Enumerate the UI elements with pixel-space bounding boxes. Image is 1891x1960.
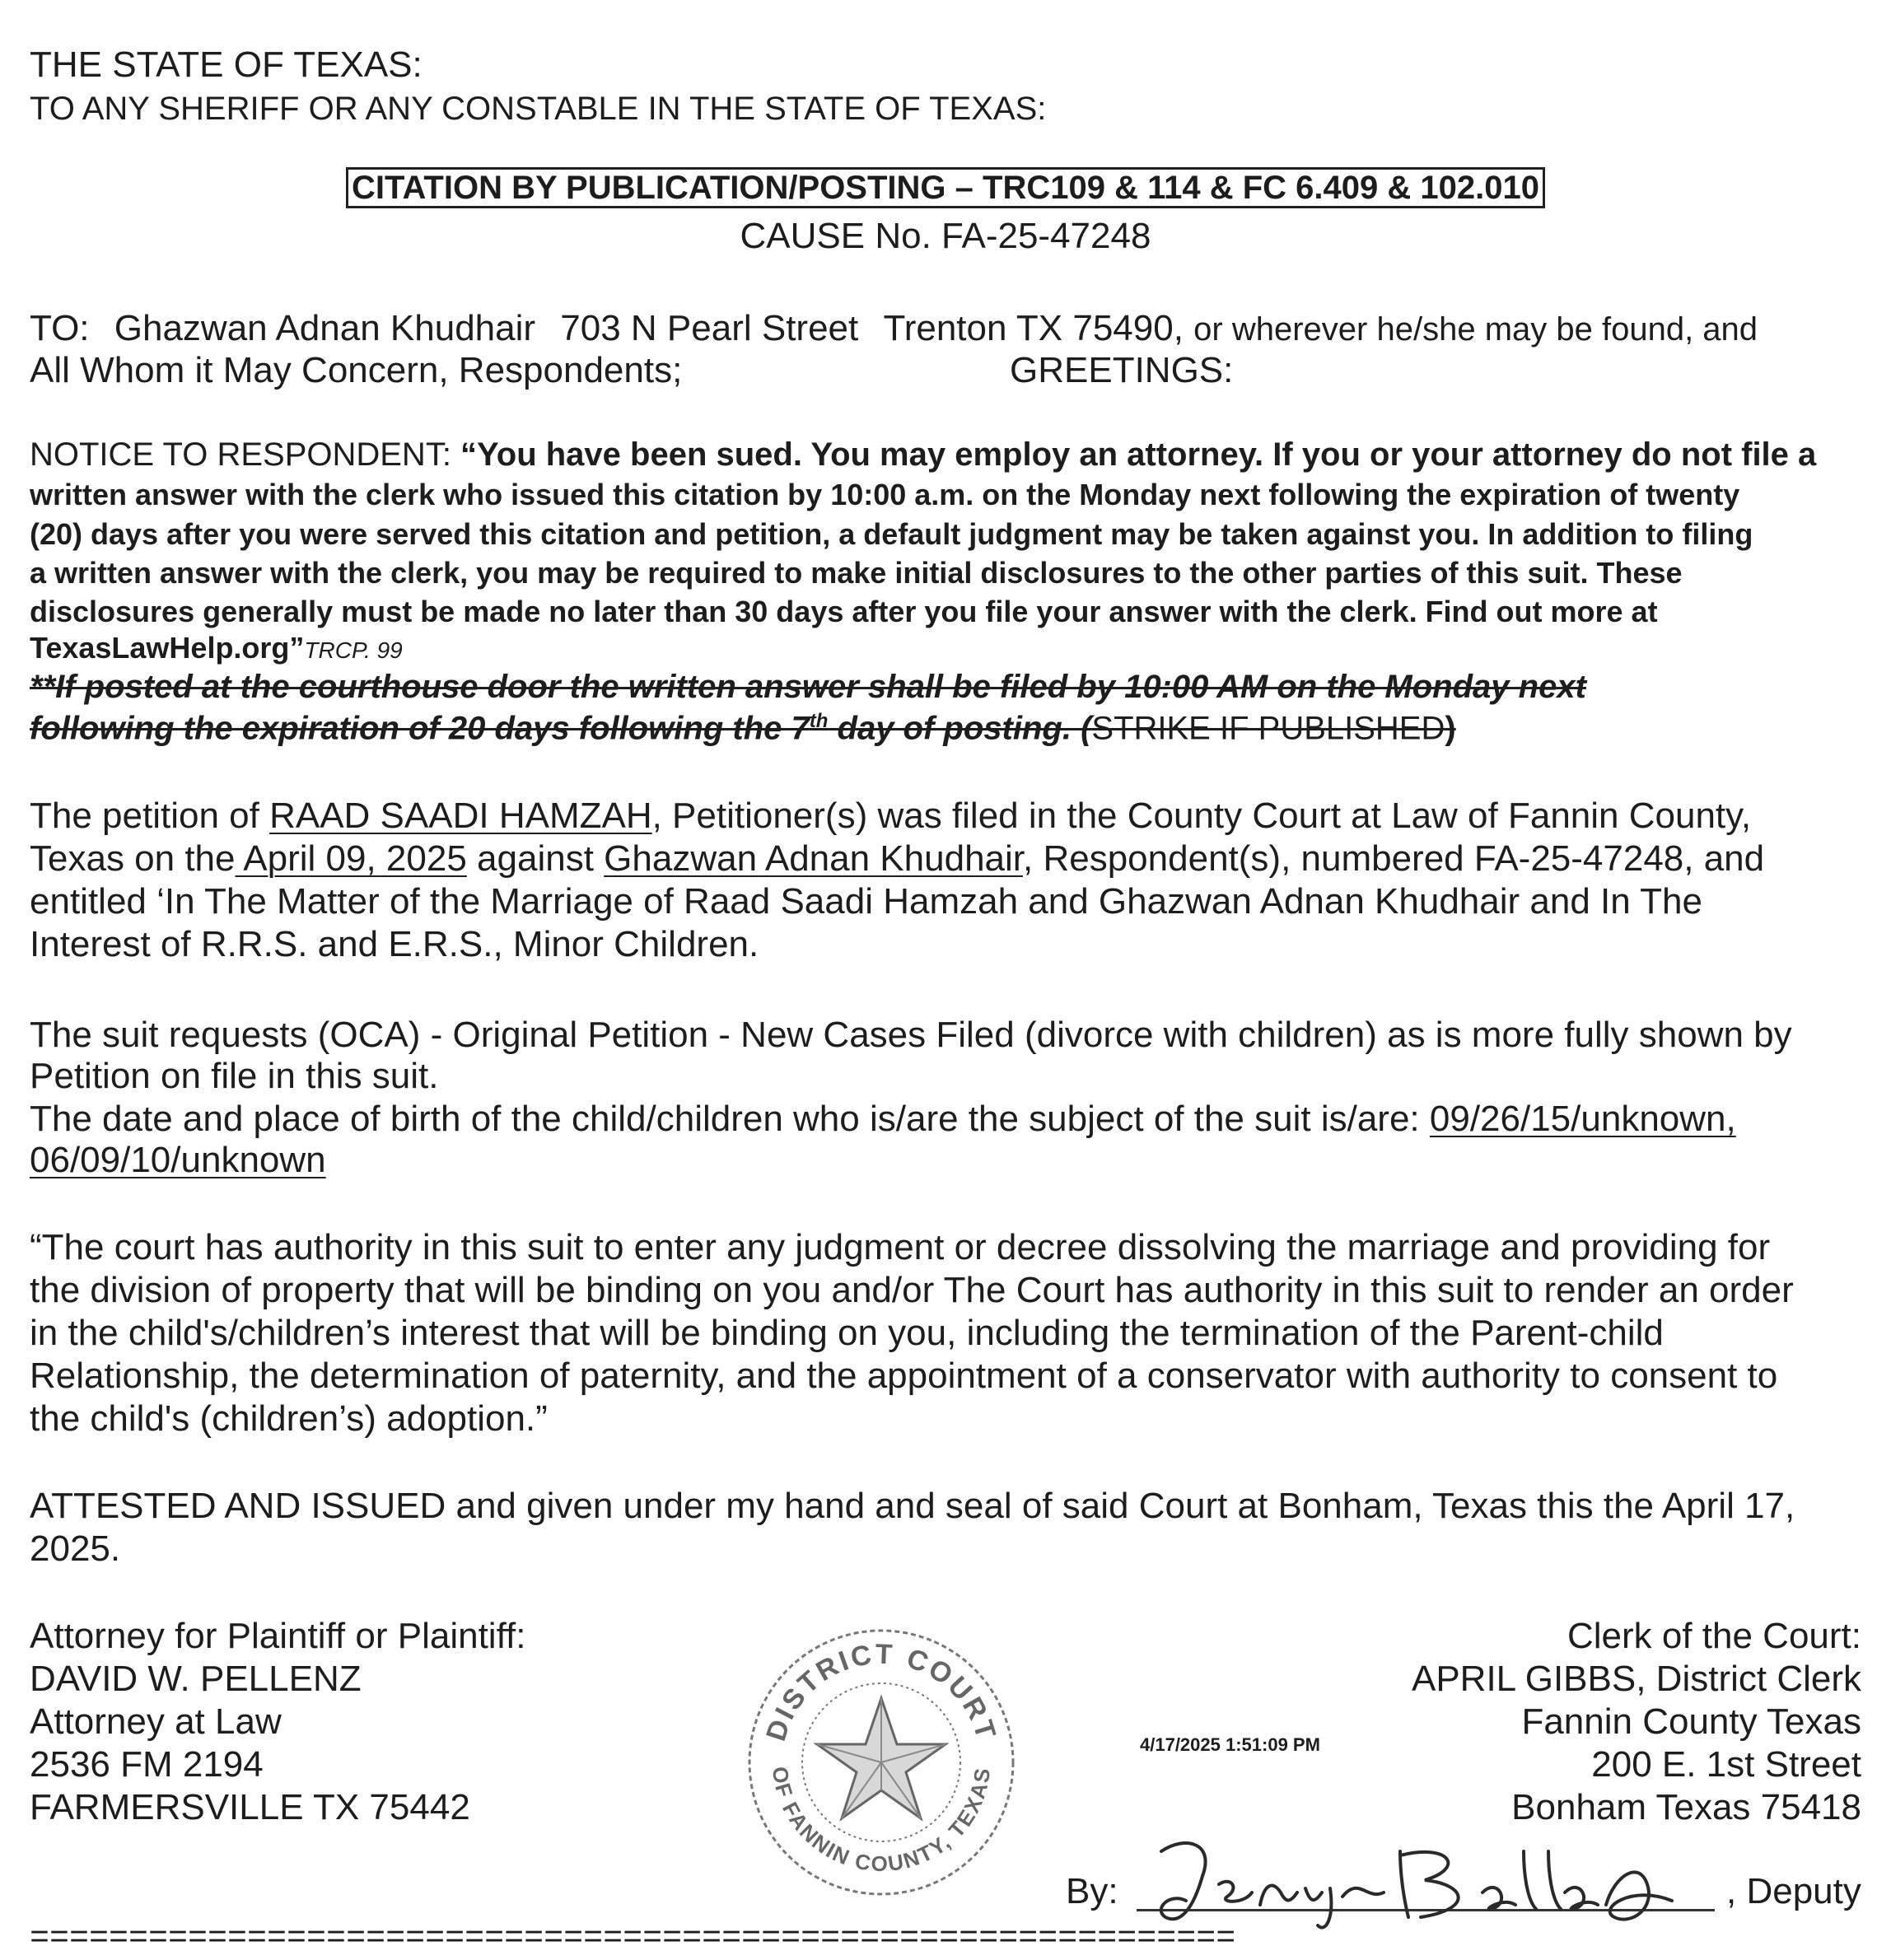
suit-line-4 bbox=[30, 1140, 326, 1181]
cause-number: CAUSE No. FA-25-47248 bbox=[740, 216, 1151, 256]
respondent-street: 703 N Pearl Street bbox=[560, 308, 859, 348]
suit-line-1: The suit requests (OCA) - Original Petition - New Cases Filed (divorce with children) as is more fully shown by bbox=[30, 1015, 1792, 1055]
deputy-label: , Deputy bbox=[1726, 1871, 1861, 1911]
petitioner-name: RAAD SAADI HAMZAH bbox=[269, 796, 652, 836]
texaslawhelp-link: TexasLawHelp.org” bbox=[30, 631, 305, 665]
by-label: By: bbox=[1066, 1871, 1118, 1911]
petition-line-3: entitled ‘In The Matter of the Marriage of Raad Saadi Hamzah and Ghazwan Adnan Khudhair and In The bbox=[30, 881, 1702, 922]
respondent-city: Trenton TX 75490, bbox=[883, 308, 1184, 348]
suit-line-2: Petition on file in this suit. bbox=[30, 1056, 439, 1096]
seal-graphic bbox=[741, 1622, 1021, 1902]
notice-line-1 bbox=[30, 436, 1816, 474]
seal-bottom-text: OF FANNIN COUNTY, TEXAS bbox=[767, 1765, 996, 1877]
citation-title: CITATION BY PUBLICATION/POSTING – TRC109 & 114 & FC 6.409 & 102.010 bbox=[346, 167, 1545, 208]
notice-line-5: disclosures generally must be made no later than 30 days after you file your answer with the clerk. Find out more at bbox=[30, 595, 1658, 628]
notice-line-2: written answer with the clerk who issued this citation by 10:00 a.m. on the Monday next following the expiration of twenty bbox=[30, 478, 1740, 511]
authority-line-1: “The court has authority in this suit to enter any judgment or decree dissolving the marriage and providing for bbox=[30, 1227, 1771, 1267]
court-seal bbox=[741, 1622, 1021, 1902]
petition-line-1: The petition of RAAD SAADI HAMZAH, Petitioner(s) was filed in the County Court at Law of Fannin County, bbox=[30, 796, 1752, 836]
filed-date: April 09, 2025 bbox=[235, 838, 467, 879]
notice-line-4: a written answer with the clerk, you may be required to make initial disclosures to the other parties of this suit. These bbox=[30, 556, 1683, 590]
notice-line-3: (20) days after you were served this citation and petition, a default judgment may be taken against you. In addition to filing bbox=[30, 517, 1753, 551]
attest-line-1: ATTESTED AND ISSUED and given under my hand and seal of said Court at Bonham, Texas this the April 17, bbox=[30, 1486, 1795, 1526]
authority-line-4: Relationship, the determination of paternity, and the appointment of a conservator with authority to consent to bbox=[30, 1356, 1778, 1396]
respondent-name-underlined: Ghazwan Adnan Khudhair bbox=[604, 838, 1024, 879]
posting-line-2: following the expiration of 20 days following the 7th day of posting. (STRIKE IF PUBLISHED) bbox=[30, 710, 1456, 747]
citation-title-wrap bbox=[0, 170, 1891, 207]
posting-line-1: **If posted at the courthouse door the written answer shall be filed by 10:00 AM on the Monday next bbox=[30, 669, 1586, 705]
clerk-county: Fannin County Texas bbox=[1521, 1701, 1861, 1742]
authority-line-3: in the child's/children’s interest that will be binding on you, including the termination of the Parent-child bbox=[30, 1313, 1664, 1353]
addressee-line bbox=[30, 308, 1758, 349]
bottom-separator: ============================================================= bbox=[30, 1920, 1236, 1958]
respondent-name: Ghazwan Adnan Khudhair bbox=[114, 308, 536, 348]
attorney-name: DAVID W. PELLENZ bbox=[30, 1659, 362, 1699]
clerk-street: 200 E. 1st Street bbox=[1591, 1744, 1861, 1785]
trcp-ref: TRCP. 99 bbox=[304, 637, 403, 663]
authority-line-2: the division of property that will be binding on you and/or The Court has authority in this suit to render an order bbox=[30, 1270, 1794, 1310]
attorney-title: Attorney at Law bbox=[30, 1701, 282, 1742]
to-label: TO: bbox=[30, 308, 90, 348]
greetings: GREETINGS: bbox=[1010, 350, 1234, 390]
suit-line-3: The date and place of birth of the child/children who is/are the subject of the suit is/are: 09/26/15/unknown, bbox=[30, 1099, 1736, 1139]
state-heading: THE STATE OF TEXAS: bbox=[30, 44, 423, 85]
birth-date-2: 06/09/10/unknown bbox=[30, 1140, 326, 1180]
timestamp: 4/17/2025 1:51:09 PM bbox=[1140, 1734, 1320, 1755]
attest-line-2: 2025. bbox=[30, 1528, 121, 1569]
attorney-city: FARMERSVILLE TX 75442 bbox=[30, 1787, 470, 1827]
addressee-line2: All Whom it May Concern, Respondents; bbox=[30, 350, 683, 390]
clerk-label: Clerk of the Court: bbox=[1566, 1616, 1861, 1656]
notice-label: NOTICE TO RESPONDENT: bbox=[30, 436, 461, 473]
seal-top-text: DISTRICT COURT bbox=[760, 1638, 1002, 1745]
authority-line-5: the child's (children’s) adoption.” bbox=[30, 1398, 548, 1439]
birth-date-1: 09/26/15/unknown, bbox=[1429, 1099, 1736, 1139]
notice-line-6 bbox=[30, 631, 403, 665]
officer-address: TO ANY SHERIFF OR ANY CONSTABLE IN THE STATE OF TEXAS: bbox=[30, 91, 1047, 127]
strike-if-published: STRIKE IF PUBLISHED bbox=[1091, 710, 1445, 747]
petition-line-2: Texas on the April 09, 2025 against Ghazwan Adnan Khudhair, Respondent(s), numbered FA-25-47248, and bbox=[30, 838, 1765, 879]
clerk-name: APRIL GIBBS, District Clerk bbox=[1411, 1659, 1861, 1699]
notice-text-1: “You have been sued. You may employ an attorney. If you or your attorney do not file a bbox=[460, 436, 1817, 473]
attorney-street: 2536 FM 2194 bbox=[30, 1744, 264, 1785]
attorney-label: Attorney for Plaintiff or Plaintiff: bbox=[30, 1616, 526, 1656]
petition-line-4: Interest of R.R.S. and E.R.S., Minor Children. bbox=[30, 924, 759, 964]
addressee-tail: or wherever he/she may be found, and bbox=[1193, 311, 1758, 348]
clerk-city: Bonham Texas 75418 bbox=[1511, 1787, 1861, 1827]
